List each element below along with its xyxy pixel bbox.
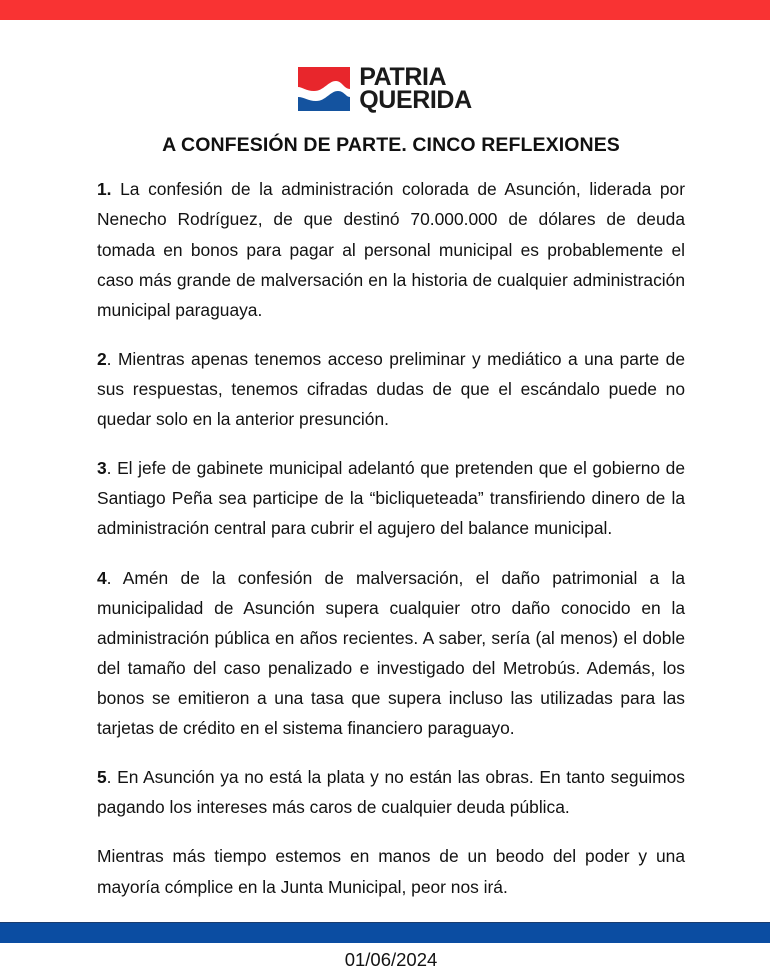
paragraph-5-marker: 5: [97, 767, 107, 788]
paragraph-3-marker: 3: [97, 458, 107, 479]
top-accent-bar: [0, 0, 770, 20]
brand-header: [0, 63, 770, 115]
logo: [298, 63, 472, 115]
bottom-accent-bar: [0, 922, 770, 943]
paragraph-1: [97, 174, 685, 325]
paragraph-5-text: . En Asunción ya no está la plata y no están las obras. En tanto seguimos pagando los intereses más caros de cualquier deuda pública.: [97, 767, 685, 818]
paragraph-4-text: . Amén de la confesión de malversación, el daño patrimonial a la municipalidad de Asunción supera cualquier otro daño conocido en la administración pública en años recientes. A saber, sería (al menos) el doble del tamaño del caso penalizado e investigado del Metrobús. Además, los bonos se emitieron a una tasa que supera incluso las utilizadas para las tarjetas de crédito en el sistema financiero paraguayo.: [97, 567, 685, 739]
paragraph-1-text: La confesión de la administración colorada de Asunción, liderada por Nenecho Rodríguez, de que destinó 70.000.000 de dólares de deuda tomada en bonos para pagar al personal municipal es probablemente el caso más grande de malversación en la historia de cualquier administración municipal paraguaya.: [97, 179, 685, 320]
paragraph-1-marker: 1.: [97, 179, 112, 200]
paragraph-closing: [97, 841, 685, 901]
paragraph-5: [97, 762, 685, 822]
page-title: A CONFESIÓN DE PARTE. CINCO REFLEXIONES: [162, 134, 620, 156]
footer-date: 01/06/2024: [344, 948, 438, 970]
paragraph-3-text: . El jefe de gabinete municipal adelantó que pretenden que el gobierno de Santiago Peña sea participe de la “bicliqueteada” transfiriendo dinero de la administración central para cubrir el agujero del balance municipal.: [97, 458, 685, 539]
patria-querida-wave-icon: [298, 67, 350, 111]
logo-wordmark-line-1: PATRIA: [359, 63, 447, 91]
paragraph-4-marker: 4: [97, 567, 107, 588]
logo-wordmark-line-2: QUERIDA: [359, 86, 472, 115]
paragraph-2-marker: 2: [97, 348, 107, 369]
paragraph-2: [97, 344, 685, 434]
document-body: [97, 133, 685, 973]
paragraph-closing-text: Mientras más tiempo estemos en manos de un beodo del poder y una mayoría cómplice en la Junta Municipal, peor nos irá.: [97, 846, 685, 897]
paragraph-2-text: . Mientras apenas tenemos acceso preliminar y mediático a una parte de sus respuestas, tenemos cifradas dudas de que el escándalo puede no quedar solo en la anterior presunción.: [97, 348, 685, 430]
paragraph-3: [97, 453, 685, 543]
logo-wordmark: [359, 63, 472, 115]
paragraph-4: [97, 563, 685, 744]
